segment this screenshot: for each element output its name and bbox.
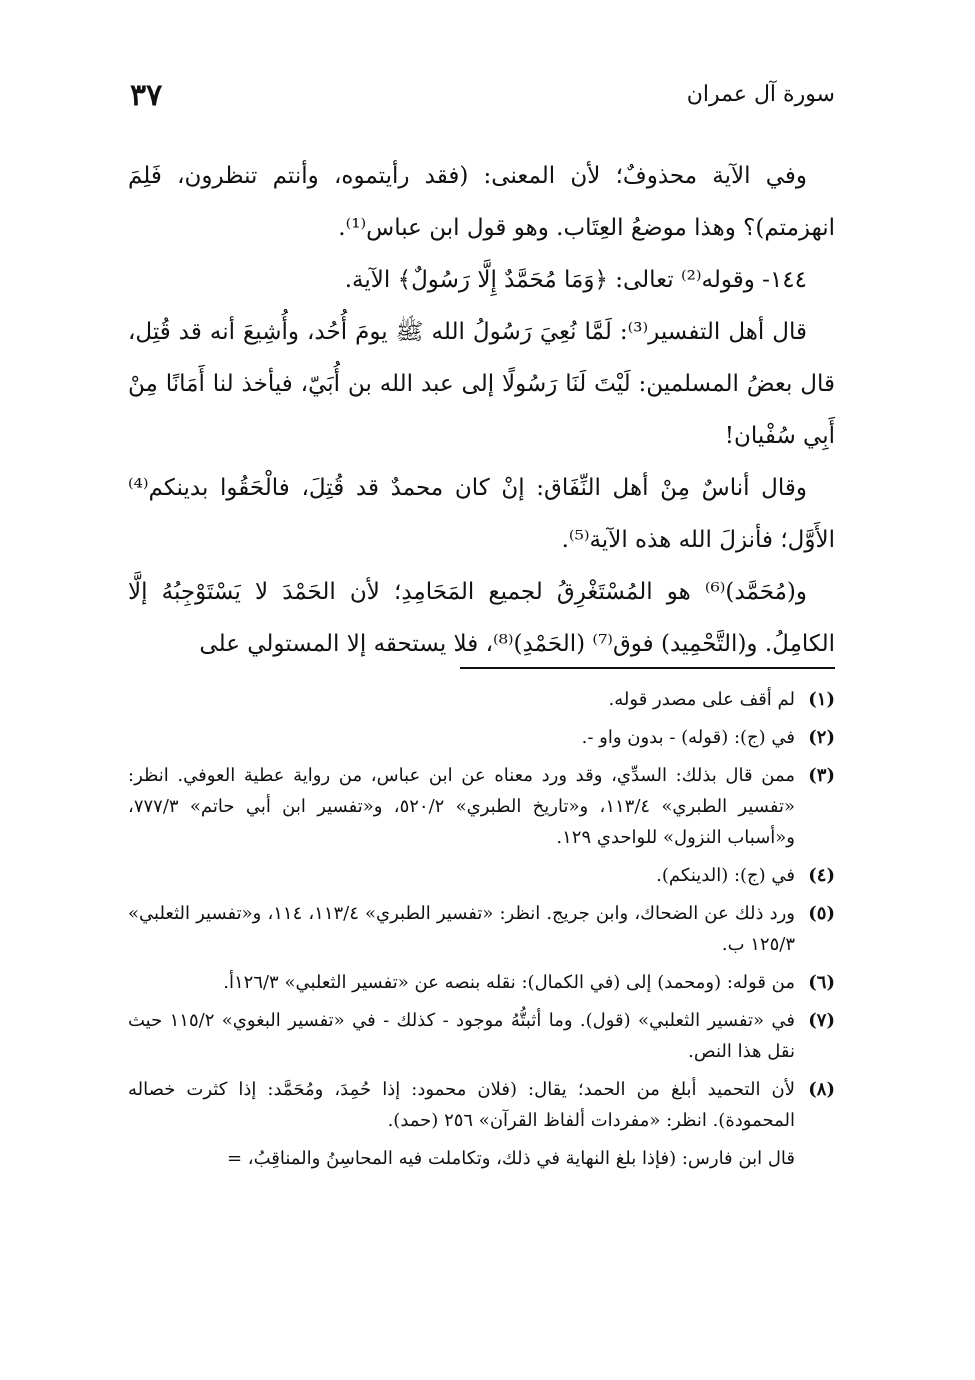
footnote-divider	[460, 667, 835, 669]
footnote-8	[128, 1074, 835, 1136]
footnotes	[128, 684, 835, 1174]
footnote-5	[128, 898, 835, 960]
page-number: ٣٧	[130, 78, 163, 113]
paragraph-verse-heading: ١٤٤- وقوله⁽²⁾ تعالى: ﴿وَمَا مُحَمَّدٌ إِلَّا رَسُولٌ﴾ الآية.	[344, 267, 807, 293]
footnote-4	[128, 860, 835, 891]
paragraph-3: قال أهل التفسير⁽³⁾: لَمَّا نُعِيَ رَسُولُ الله ﷺ يومَ أُحُد، وأُشِيعَ أنه قد قُتِل، قال بعضُ المسلمين: لَيْتَ لَنَا رَسُولًا إلى عبد الله بن أُبَيّ، فيأخذ لنا أَمَانًا مِنْ أَبِي سُفْيان!	[128, 319, 835, 449]
footnote-text: ممن قال بذلك: السدِّي، وقد ورد معناه عن ابن عباس، من رواية عطية العوفي. انظر: «تفسير الطبري» ١١٣/٤، و«تاريخ الطبري» ٥٢٠/٢، و«تفسير ابن أبي حاتم» ٧٧٧/٣، و«أسباب النزول» للواحدي ١٢٩.	[128, 765, 795, 848]
footnote-text: لم أقف على مصدر قوله.	[608, 689, 795, 710]
footnote-number: (٣)	[808, 765, 835, 786]
footnote-6	[128, 967, 835, 998]
paragraph-4: وقال أناسٌ مِنْ أهل النِّفَاق: إنْ كان محمدٌ قد قُتِلَ، فالْحَقُوا بدينكم⁽⁴⁾ الأَوَّل؛ فأنزلَ الله هذه الآية⁽⁵⁾.	[128, 475, 835, 553]
footnote-text: من قوله: (ومحمد) إلى (في الكمال): نقله بنصه عن «تفسير الثعلبي» ١٢٦/٣أ.	[223, 972, 795, 993]
footnote-number: (٨)	[808, 1079, 835, 1100]
paragraph-5: و(مُحَمَّد)⁽⁶⁾ هو المُسْتَغْرِقُ لجميع المَحَامِدِ؛ لأن الحَمْدَ لا يَسْتَوْجِبُهُ إلَّا الكامِلُ. و(التَّحْمِيد) فوق⁽⁷⁾ (الحَمْدِ)⁽⁸⁾، فلا يستحقه إلا المستولي على	[128, 579, 835, 657]
footnote-number: (٢)	[808, 727, 835, 748]
footnote-2	[128, 722, 835, 753]
footnote-1	[128, 684, 835, 715]
footnote-text: في «تفسير الثعلبي» (قول). وما أثبتُّهُ موجود - كذلك - في «تفسير البغوي» ١١٥/٢ حيث نقل هذا النص.	[128, 1010, 795, 1062]
footnote-number: (٧)	[808, 1010, 835, 1031]
page-header	[130, 78, 835, 122]
footnote-text: لأن التحميد أبلغ من الحمد؛ يقال: (فلان محمود: إذا حُمِدَ، ومُحَمَّد: إذا كثرت خصاله المحمودة). انظر: «مفردات ألفاظ القرآن» ٢٥٦ (حمد).	[128, 1079, 795, 1131]
paragraph-1: وفي الآية محذوفٌ؛ لأن المعنى: (فقد رأيتموه، وأنتم تنظرون، فَلِمَ انهزمتم)؟ وهذا موضعُ العِتَاب. وهو قول ابن عباس⁽¹⁾.	[128, 163, 835, 241]
footnote-text: في (ج): (قوله) - بدون واو -.	[581, 727, 795, 748]
footnote-number: (٦)	[808, 972, 835, 993]
footnote-7	[128, 1005, 835, 1067]
footnote-text: في (ج): (الدينكم).	[656, 865, 795, 886]
footnote-continuation: قال ابن فارس: (فإذا بلغ النهاية في ذلك، وتكاملت فيه المحاسِنُ والمناقِبُ، =	[226, 1148, 795, 1169]
footnote-number: (١)	[808, 689, 835, 710]
footnote-3	[128, 760, 835, 853]
surah-title: سورة آل عمران	[686, 82, 835, 107]
footnote-text: ورد ذلك عن الضحاك، وابن جريج. انظر: «تفسير الطبري» ١١٣/٤، ١١٤، و«تفسير الثعلبي» ١٢٥/٣ ب.	[128, 903, 795, 955]
footnote-number: (٤)	[808, 865, 835, 886]
main-text	[128, 150, 835, 670]
footnote-number: (٥)	[808, 903, 835, 924]
